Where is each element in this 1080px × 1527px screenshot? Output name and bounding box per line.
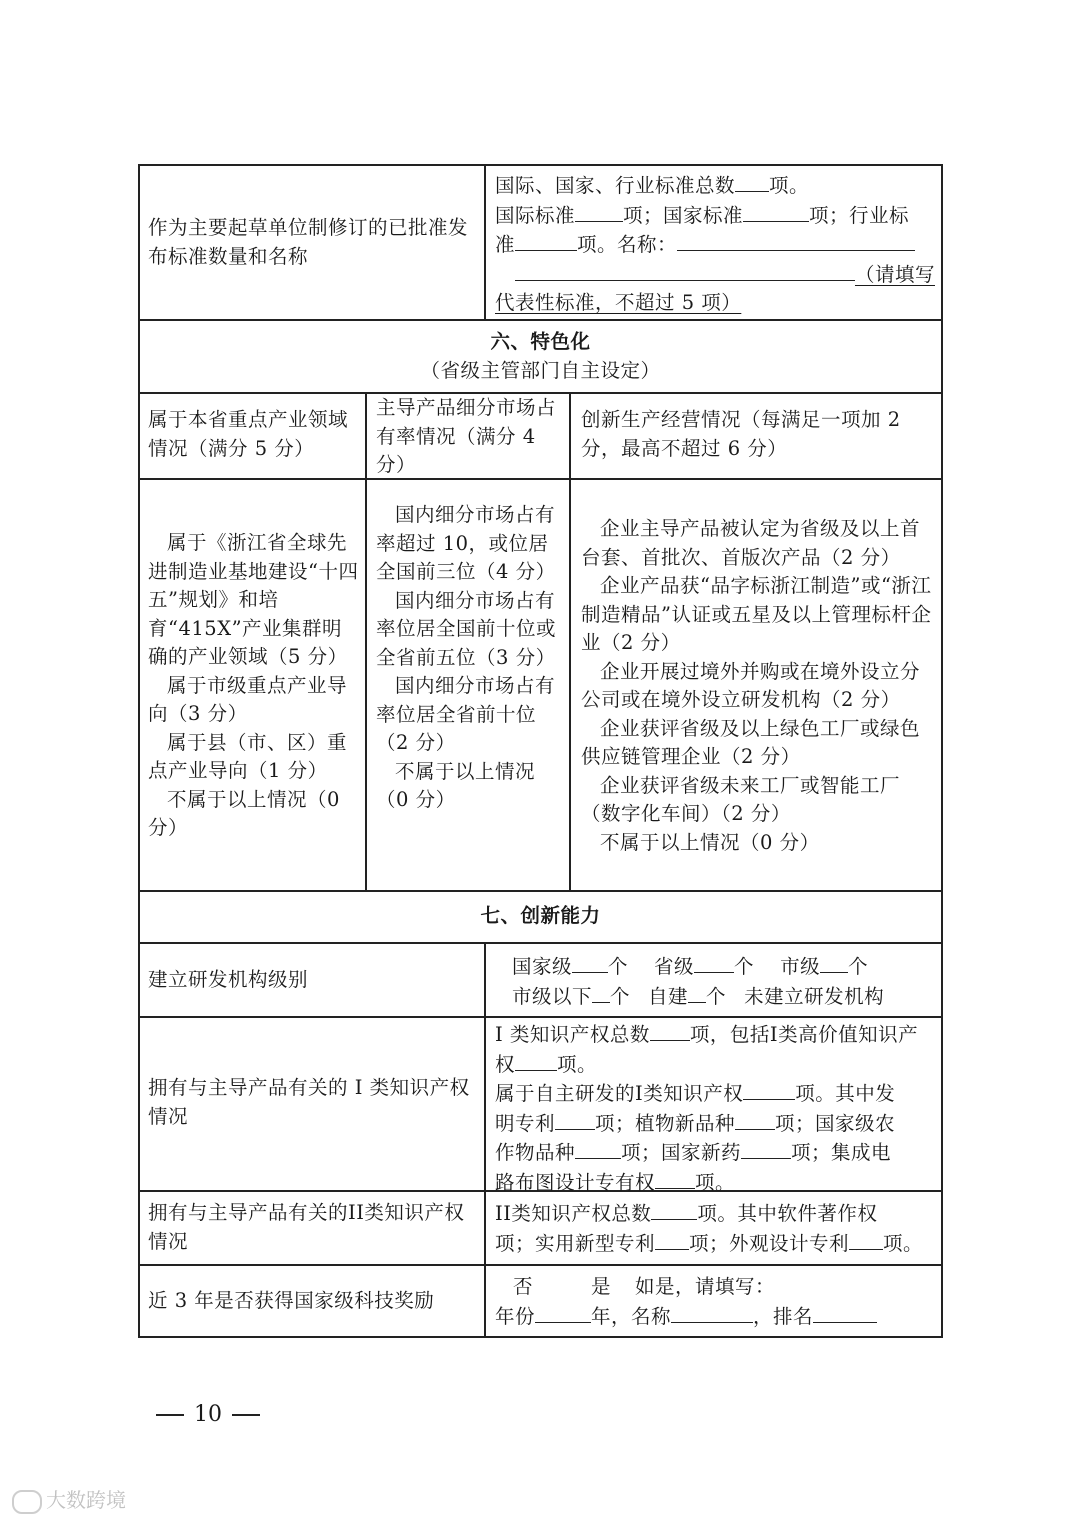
section6-title-block (140, 328, 941, 385)
blank-field[interactable] (694, 952, 734, 973)
option-item: 属于市级重点产业导向（3 分） (148, 673, 348, 725)
blank-field[interactable] (515, 260, 855, 281)
blank-field[interactable] (655, 1229, 689, 1250)
row-divider (138, 890, 943, 892)
award-no-option[interactable]: 否 (513, 1275, 534, 1298)
option-item: 国内细分市场占有率位居全国前十位或全省前五位（3 分） (376, 588, 557, 669)
blank-field[interactable] (575, 201, 623, 222)
blank-field[interactable] (735, 1109, 775, 1130)
option-item: 国内细分市场占有率超过 10，或位居全国前三位（4 分） (376, 503, 556, 583)
blank-field[interactable] (555, 1109, 595, 1130)
section6-innovation-options (581, 515, 935, 857)
blank-field[interactable] (813, 1302, 877, 1323)
blank-field[interactable] (572, 952, 608, 973)
option-item: 企业获评省级未来工厂或智能工厂（数字化车间）（2 分） (581, 773, 901, 825)
table-border-right (941, 164, 943, 1338)
blank-field[interactable] (688, 982, 706, 1003)
section6-subtitle: （省级主管部门自主设定） (420, 358, 661, 382)
table-border-top (138, 164, 943, 166)
table-border-bottom (138, 1336, 943, 1338)
ip2-fill-area[interactable]: II类知识产权总数 项。其中软件著作权 项；实用新型专利 项；外观设计专利 项。 (495, 1199, 935, 1258)
award-fill-area[interactable]: 否 是 如是，请填写： 年份 年，名称 ，排名 (495, 1273, 935, 1331)
option-item: 属于《浙江省全球先进制造业基地建设“十四五”规划》和培育“415X”产业集群明确的产业领域（5 分） (148, 531, 359, 668)
col-divider (569, 392, 571, 891)
award-label: 近 3 年是否获得国家级科技奖励 (148, 1289, 435, 1312)
blank-field[interactable] (677, 230, 915, 251)
row-divider (138, 1016, 943, 1018)
col-divider (484, 942, 486, 1337)
blank-field[interactable] (820, 952, 848, 973)
option-item: 企业获评省级及以上绿色工厂或绿色供应链管理企业（2 分） (581, 716, 921, 768)
option-item: 属于县（市、区）重点产业导向（1 分） (148, 730, 348, 782)
blank-field[interactable] (849, 1229, 883, 1250)
col-divider (365, 392, 367, 891)
page-number: 10 (146, 1402, 270, 1427)
watermark: 大数跨境 (12, 1484, 126, 1514)
row-divider (138, 319, 943, 321)
blank-field[interactable] (515, 230, 577, 251)
section7-title: 七、创新能力 (480, 904, 601, 927)
watermark-logo-icon (12, 1490, 42, 1514)
col-divider (484, 164, 486, 320)
standards-label: 作为主要起草单位制修订的已批准发布标准数量和名称 (148, 216, 469, 268)
ip2-label: 拥有与主导产品有关的II类知识产权情况 (148, 1201, 465, 1253)
option-item: 不属于以上情况（0 分） (600, 830, 820, 854)
blank-field[interactable] (655, 1168, 695, 1189)
blank-field[interactable] (743, 1079, 795, 1100)
section6-title: 六、特色化 (490, 330, 591, 353)
row-divider (138, 1264, 943, 1266)
option-item: 不属于以上情况（0 分） (376, 759, 536, 811)
blank-field[interactable] (735, 171, 769, 192)
section6-header-market-share: 主导产品细分市场占有率情况（满分 4 分） (376, 396, 557, 476)
ip1-label: 拥有与主导产品有关的 I 类知识产权情况 (148, 1076, 470, 1128)
section6-header-industry: 属于本省重点产业领域情况（满分 5 分） (148, 408, 349, 460)
ip1-fill-area[interactable]: I 类知识产权总数 项，包括I类高价值知识产 权 项。 属于自主研发的I类知识产权 项。其中发 明专利 项；植物新品种 项；国家级农 作物品种 项；国家新药 项；集成电 路布图设计专有权 项。 (495, 1020, 935, 1197)
option-item: 企业主导产品被认定为省级及以上首台套、首批次、首版次产品（2 分） (581, 517, 921, 569)
blank-field[interactable] (741, 1138, 791, 1159)
blank-field[interactable] (575, 1138, 621, 1159)
section6-industry-options (148, 529, 360, 843)
option-item: 不属于以上情况（0 分） (148, 787, 340, 839)
blank-field[interactable] (743, 201, 809, 222)
row-divider (138, 942, 943, 944)
section6-market-share-options (376, 501, 564, 815)
option-item: 企业产品获“品字标浙江制造”或“浙江制造精品”认证或五星及以上管理标杆企业（2 分） (581, 574, 932, 654)
blank-field[interactable] (515, 1050, 557, 1071)
option-item: 国内细分市场占有率位居全省前十位（2 分） (376, 674, 556, 754)
option-item: 企业开展过境外并购或在境外设立分公司或在境外设立研发机构（2 分） (581, 659, 921, 711)
award-yes-option[interactable]: 是 (591, 1275, 612, 1298)
rnd-label: 建立研发机构级别 (148, 968, 309, 991)
blank-field[interactable] (671, 1302, 753, 1323)
blank-field[interactable] (535, 1302, 591, 1323)
section6-header-innovation: 创新生产经营情况（每满足一项加 2 分，最高不超过 6 分） (581, 408, 901, 460)
blank-field[interactable] (592, 982, 610, 1003)
standards-fill-area[interactable]: 国际、国家、行业标准总数 项。 国际标准 项；国家标准 项；行业标 准 项。名称： （请填写 代表性标准，不超过 5 项） (495, 171, 935, 318)
rnd-fill-area[interactable]: 国家级 个 省级 个 市级 个 市级以下 个 自建 个 未建立研发机构 (512, 952, 937, 1011)
blank-field[interactable] (650, 1020, 690, 1041)
blank-field[interactable] (651, 1199, 697, 1220)
